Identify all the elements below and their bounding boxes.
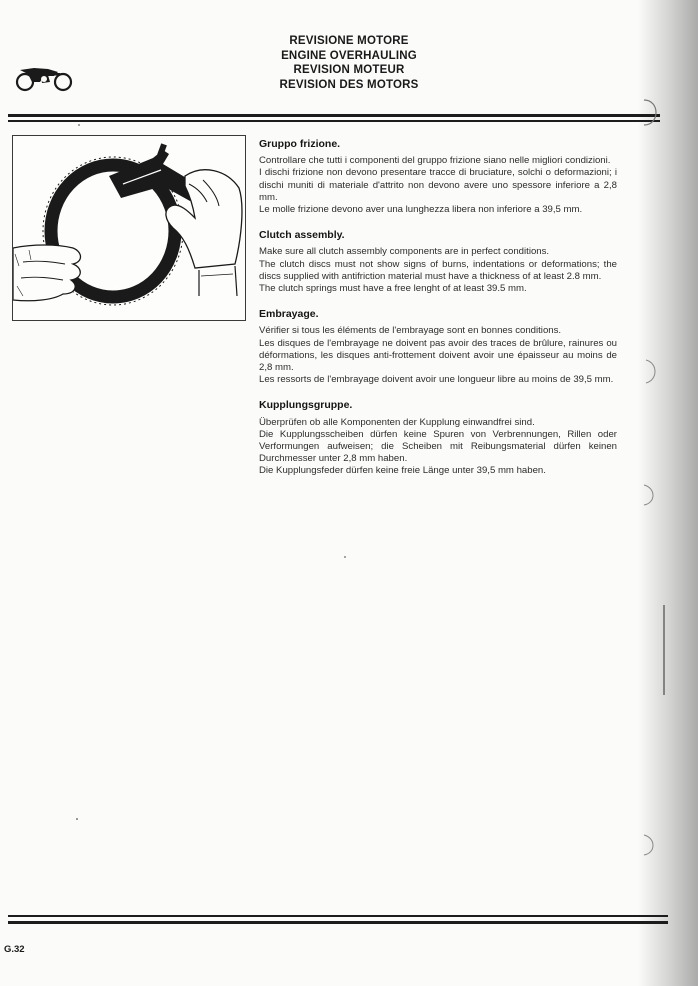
binder-ring-marks [630,95,670,915]
paragraph-italian-2: I dischi frizione non devono presentare tracce di bruciature, solchi o deformazioni; i dischi muniti di materiale d'attrito non devono avere uno spessore inferiore a 2,8 mm. [259,167,617,203]
section-italian [259,138,617,216]
section-heading-english: Clutch assembly. [259,229,345,242]
paragraph-italian-3: Le molle frizione devono aver una lunghezza libera non inferiore a 39,5 mm. [259,204,583,216]
multilingual-instructions [259,138,617,491]
title-line-french: REVISION MOTEUR [293,64,405,76]
section-english [259,229,617,295]
paragraph-french-1: Vérifier si tous les éléments de l'embrayage sont en bonnes conditions. [259,325,562,337]
section-heading-italian: Gruppo frizione. [259,138,341,150]
title-line-italian: REVISIONE MOTORE [289,35,409,47]
section-heading-german: Kupplungsgruppe. [259,399,353,412]
header-rule-thick [8,114,660,117]
paragraph-french-2: Les disques de l'embrayage ne doivent pas avoir des traces de brûlure, rainures ou déformations, les disques anti-frottement doivent avoir une épaisseur au moins de 2,8 mm. [259,337,617,374]
paragraph-italian-1: Controllare che tutti i componenti del gruppo frizione siano nelle migliori condizioni. [259,155,611,167]
paragraph-german-3: Die Kupplungsfeder dürfen keine freie Länge unter 39,5 mm haben. [259,465,546,477]
header-rule-thin [8,120,660,122]
scan-speck [344,556,346,558]
title-line-german: REVISION DES MOTORS [279,78,419,91]
title-line-english: ENGINE OVERHAULING [281,49,417,62]
clutch-disc-illustration-frame [12,135,246,321]
section-german [259,399,617,477]
page-title [0,34,698,92]
paragraph-french-3: Les ressorts de l'embrayage doivent avoir une longueur libre au moins de 39,5 mm. [259,374,614,386]
scan-speck [78,124,80,126]
page-number: G.32 [4,944,25,955]
section-heading-french: Embrayage. [259,308,319,321]
paragraph-german-2: Die Kupplungsscheiben dürfen keine Spuren von Verbrennungen, Rillen oder Verformungen aufweisen; die Scheiben mit Reibungsmaterial dürfen keinen Durchmesser unter 2,8 mm haben. [259,428,617,465]
footer-rule-thin [8,915,668,917]
paragraph-english-2: The clutch discs must not show signs of burns, indentations or deformations; the discs supplied with antifriction material must have a thickness of at least 2.8 mm. [259,258,617,282]
scan-speck [76,818,78,820]
paragraph-german-1: Überprüfen ob alle Komponenten der Kupplung einwandfrei sind. [259,416,535,428]
footer-rule-thick [8,921,668,924]
motorcycle-icon [14,62,74,92]
paragraph-english-1: Make sure all clutch assembly components are in perfect conditions. [259,246,550,258]
paragraph-english-3: The clutch springs must have a free lenght of at least 39.5 mm. [259,283,527,295]
section-french [259,308,617,386]
clutch-disc-hands-illustration [13,136,245,320]
